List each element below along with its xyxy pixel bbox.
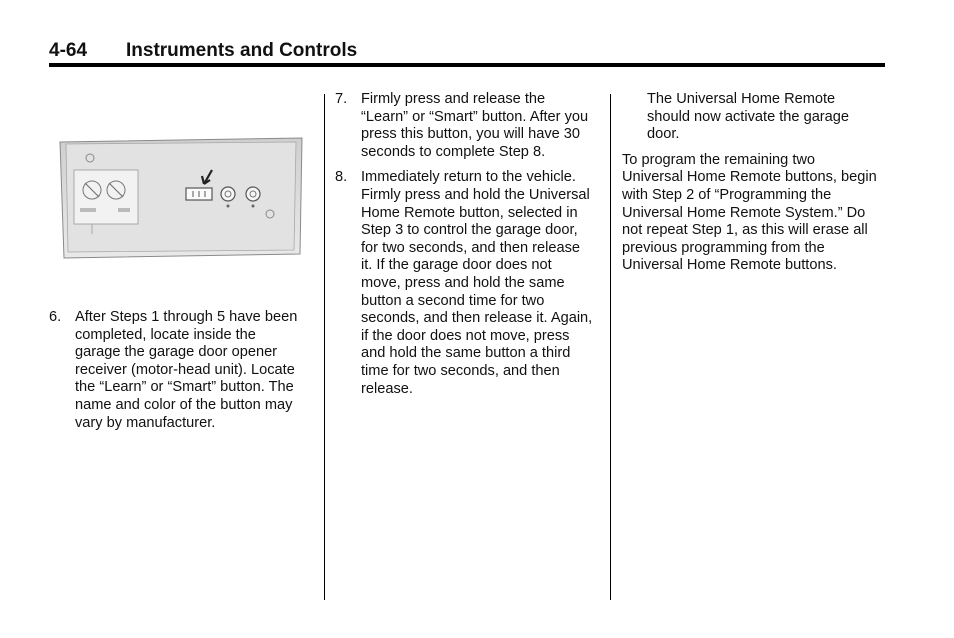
page-header xyxy=(49,38,885,68)
page-number: 4-64 xyxy=(49,40,88,61)
column-2 xyxy=(335,91,593,406)
header-rule xyxy=(49,63,885,67)
step-number: 7. xyxy=(335,91,348,107)
step-text: Firmly press and release the “Learn” or “Smart” button. After you press this button, you will have 30 seconds to complete Step 8. xyxy=(361,91,589,160)
step-number: 8. xyxy=(335,169,348,186)
column-1 xyxy=(49,309,299,440)
step-8 xyxy=(335,169,593,398)
step-text: After Steps 1 through 5 have been completed, locate inside the garage the garage door opener receiver (motor-head unit). Locate the “Learn” or “Smart” button. The name and color of the button may vary by manufacturer. xyxy=(75,309,298,431)
step-6 xyxy=(49,309,299,432)
step-text: Immediately return to the vehicle. Firmly press and hold the Universal Home Remote button, selected in Step 3 to control the garage door, for two seconds, and then release it. If the garage door does not move, press and hold the same button a second time for two seconds, and then release it. Again, if the door does not move, press and hold the same button a third time for two seconds, and then release. xyxy=(361,169,593,397)
step-number: 6. xyxy=(49,309,62,325)
step-7 xyxy=(335,91,593,161)
section-title: Instruments and Controls xyxy=(126,40,358,61)
step-8-continuation: The Universal Home Remote should now activate the garage door. xyxy=(647,91,850,143)
column-3 xyxy=(622,91,878,283)
column-divider-1 xyxy=(324,94,325,600)
body-paragraph: To program the remaining two Universal Home Remote buttons, begin with Step 2 of “Programming the Universal Home Remote System.” Do not repeat Step 1, as this will erase all previous programming from the Universal Home Remote buttons. xyxy=(622,151,877,274)
column-divider-2 xyxy=(610,94,611,600)
universal-home-remote-illustration xyxy=(52,126,308,266)
